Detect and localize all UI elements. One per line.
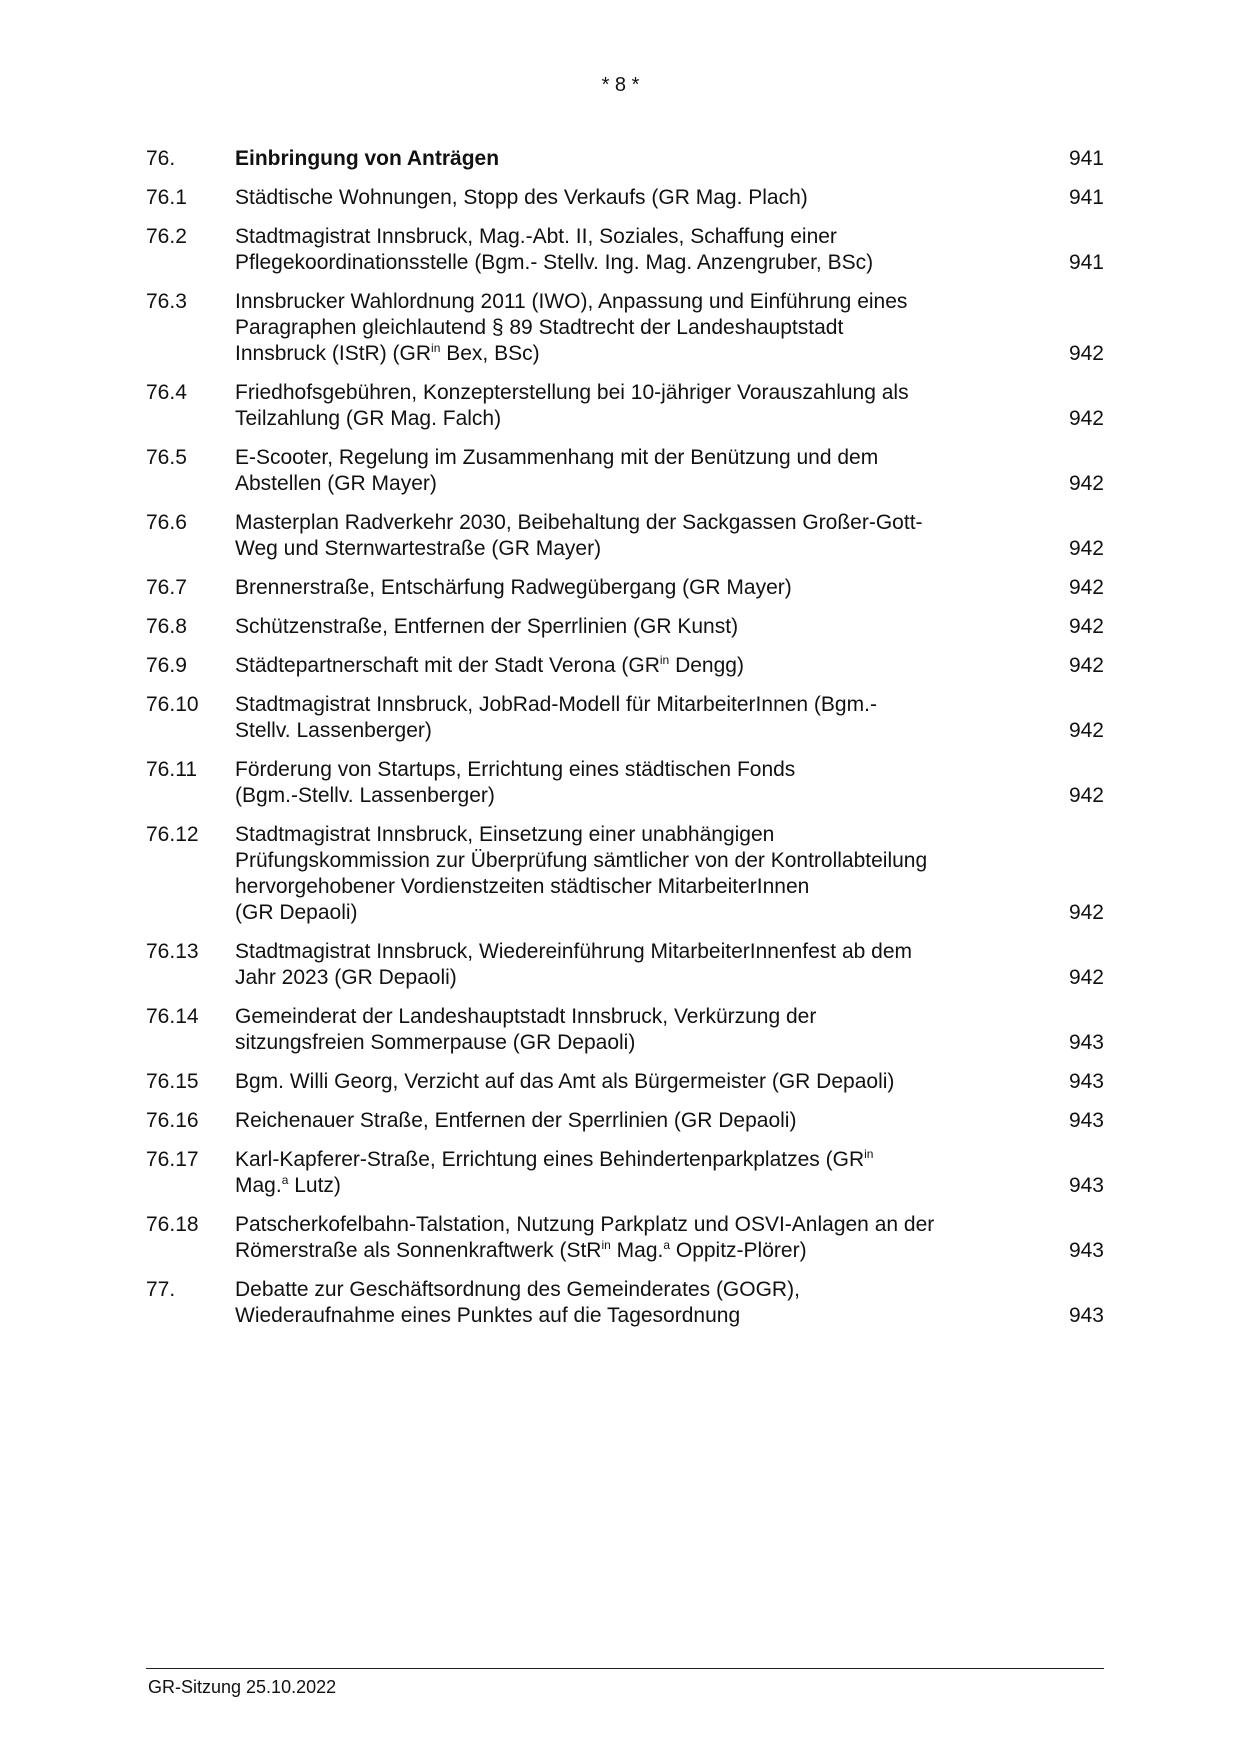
toc-entry-page: 941 xyxy=(1068,147,1104,170)
toc-entry-page: 942 xyxy=(1068,342,1104,365)
toc-entry-page: 943 xyxy=(1068,1304,1104,1327)
toc-entry-title: Brennerstraße, Entschärfung Radwegübergang (GR Mayer) xyxy=(235,576,792,599)
toc-entry-number: 76.8 xyxy=(146,615,187,638)
toc-entry-number: 76.15 xyxy=(146,1070,199,1093)
toc-entry xyxy=(146,1069,1104,1095)
toc-entry-page: 943 xyxy=(1068,1239,1104,1262)
toc-entry-title: Schützenstraße, Entfernen der Sperrlinien (GR Kunst) xyxy=(235,615,739,638)
toc-entry-page: 943 xyxy=(1068,1070,1104,1093)
toc-entry xyxy=(146,939,1104,991)
toc-entry xyxy=(146,575,1104,601)
toc-entry-title: Masterplan Radverkehr 2030, Beibehaltung der Sackgassen Großer-Gott- Weg und Sternwartestraße (GR Mayer) xyxy=(235,511,923,560)
toc-entry-number: 76.4 xyxy=(146,381,187,404)
footer-session-date: GR-Sitzung 25.10.2022 xyxy=(148,1677,337,1697)
toc-entry-number: 76.14 xyxy=(146,1005,199,1028)
page-number-header: * 8 * xyxy=(601,74,640,96)
toc-entry xyxy=(146,1004,1104,1056)
toc-entry-number: 76.6 xyxy=(146,511,187,534)
toc-entry-number: 76.5 xyxy=(146,446,187,469)
toc-entry xyxy=(146,224,1104,276)
toc-entry xyxy=(146,380,1104,432)
toc-entry-page: 942 xyxy=(1068,719,1104,742)
toc-entry-title: Städtepartnerschaft mit der Stadt Verona ($GR^{in}$ Dengg) xyxy=(235,653,744,677)
toc-entry-number: 76.2 xyxy=(146,225,187,248)
toc-entry-number: 76.9 xyxy=(146,654,187,677)
toc-entry-number: 76.17 xyxy=(146,1148,199,1171)
toc-entry xyxy=(146,1277,1104,1329)
toc-entry-page: 942 xyxy=(1068,576,1104,599)
toc-entry-number: 76.3 xyxy=(146,290,187,313)
toc-entry xyxy=(146,614,1104,640)
toc-entry-title: Karl-Kapferer-Straße, Errichtung eines Behindertenparkplatzes ($GR^{in}$ Mag.$^a$ Lutz) xyxy=(235,1147,874,1197)
toc-entry-number: 77. xyxy=(146,1278,176,1301)
toc-entry-title: Debatte zur Geschäftsordnung des Gemeinderates (GOGR), Wiederaufnahme eines Punktes auf die Tagesordnung xyxy=(235,1278,800,1327)
toc-entry-number: 76. xyxy=(146,147,176,170)
toc-entry xyxy=(146,1147,1104,1199)
toc-entry-title: Einbringung von Anträgen xyxy=(235,147,500,170)
toc-entry-number: 76.16 xyxy=(146,1109,199,1132)
toc-entry-number: 76.12 xyxy=(146,823,199,846)
toc-entry-title: Patscherkofelbahn-Talstation, Nutzung Parkplatz und OSVI-Anlagen an der Römerstraße als Sonnenkraftwerk (StR$^{in}$ Mag.$^a$ Oppitz-Plörer) xyxy=(235,1213,935,1262)
toc-entry xyxy=(146,653,1104,679)
toc-entry-title: Reichenauer Straße, Entfernen der Sperrlinien (GR Depaoli) xyxy=(235,1109,797,1132)
toc-entry-page: 941 xyxy=(1068,251,1104,274)
toc-entry xyxy=(146,1108,1104,1134)
toc-entry-page: 942 xyxy=(1068,407,1104,430)
toc-entry-title: Stadtmagistrat Innsbruck, JobRad-Modell für MitarbeiterInnen (Bgm.- Stellv. Lassenberger) xyxy=(235,693,877,742)
toc-entry xyxy=(146,510,1104,562)
footer-divider xyxy=(146,1668,1104,1669)
toc-entry-page: 943 xyxy=(1068,1174,1104,1197)
toc-entry-number: 76.1 xyxy=(146,186,187,209)
toc-entry-title: Stadtmagistrat Innsbruck, Wiedereinführung MitarbeiterInnenfest ab dem Jahr 2023 (GR Depaoli) xyxy=(235,940,913,989)
toc-entry xyxy=(146,289,1104,367)
toc-entry-number: 76.13 xyxy=(146,940,199,963)
toc-entry-page: 942 xyxy=(1068,654,1104,677)
toc-entry xyxy=(146,185,1104,211)
toc-entry-page: 941 xyxy=(1068,186,1104,209)
toc-entry xyxy=(146,445,1104,497)
toc-entry-title: Bgm. Willi Georg, Verzicht auf das Amt als Bürgermeister (GR Depaoli) xyxy=(235,1070,895,1093)
toc-entry-page: 942 xyxy=(1068,472,1104,495)
toc-entry-page: 942 xyxy=(1068,537,1104,560)
toc-entry-page: 942 xyxy=(1068,615,1104,638)
toc-entry-number: 76.7 xyxy=(146,576,187,599)
toc-entry xyxy=(146,692,1104,744)
toc-entry-number: 76.10 xyxy=(146,693,199,716)
toc-entry xyxy=(146,1212,1104,1264)
toc-entry-title: Friedhofsgebühren, Konzepterstellung bei 10-jähriger Vorauszahlung als Teilzahlung (GR Mag. Falch) xyxy=(235,381,909,430)
toc-entry xyxy=(146,146,1104,172)
toc-entry-page: 942 xyxy=(1068,966,1104,989)
toc-entry xyxy=(146,757,1104,809)
toc-entry-number: 76.11 xyxy=(146,758,197,781)
toc-entry-title: Stadtmagistrat Innsbruck, Einsetzung einer unabhängigen Prüfungskommission zur Überprüfung sämtlicher von der Kontrollabteilung hervorgehobener Vordienstzeiten städtischer MitarbeiterInnen (GR Depaoli) xyxy=(235,823,928,924)
toc-entry xyxy=(146,822,1104,926)
toc-entry-title: Innsbrucker Wahlordnung 2011 (IWO), Anpassung und Einführung eines Paragraphen gleichlautend § 89 Stadtrecht der Landeshauptstadt Innsbruck (IStR) ($GR^{in}$ Bex, BSc) xyxy=(235,290,908,365)
toc-entry-page: 943 xyxy=(1068,1109,1104,1132)
toc-entry-title: Städtische Wohnungen, Stopp des Verkaufs (GR Mag. Plach) xyxy=(235,186,808,209)
toc-entry-page: 943 xyxy=(1068,1031,1104,1054)
toc-entry-page: 942 xyxy=(1068,784,1104,807)
toc-entry-title: E-Scooter, Regelung im Zusammenhang mit der Benützung und dem Abstellen (GR Mayer) xyxy=(235,446,879,495)
toc-entry-title: Gemeinderat der Landeshauptstadt Innsbruck, Verkürzung der sitzungsfreien Sommerpause (GR Depaoli) xyxy=(235,1005,817,1054)
toc-entry-number: 76.18 xyxy=(146,1213,199,1236)
toc-entry-page: 942 xyxy=(1068,901,1104,924)
table-of-contents xyxy=(146,146,1104,1342)
toc-entry-title: Stadtmagistrat Innsbruck, Mag.-Abt. II, Soziales, Schaffung einer Pflegekoordinationsstelle (Bgm.- Stellv. Ing. Mag. Anzengruber, BSc) xyxy=(235,225,874,274)
toc-entry-title: Förderung von Startups, Errichtung eines städtischen Fonds (Bgm.-Stellv. Lassenberger) xyxy=(235,758,796,807)
